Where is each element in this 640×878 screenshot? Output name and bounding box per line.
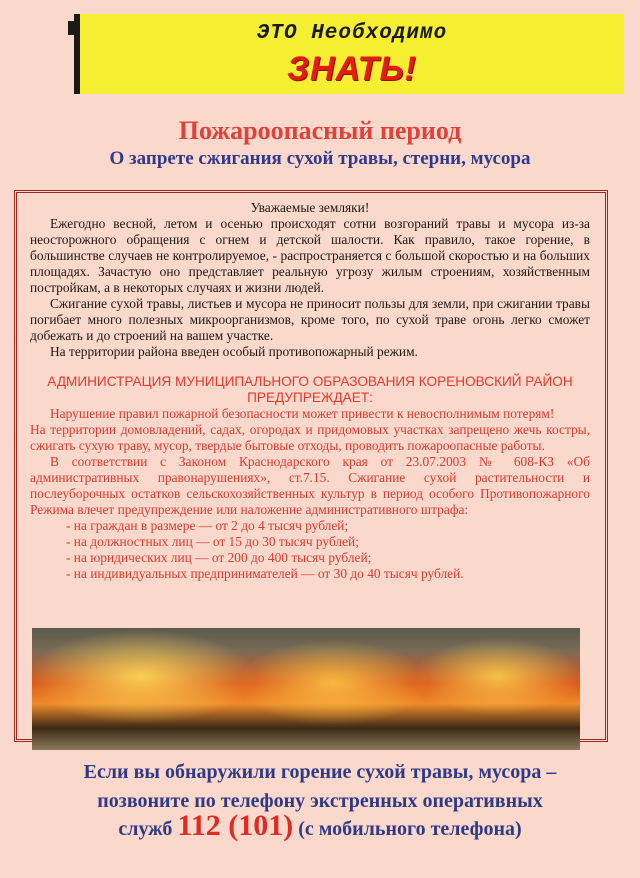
fine-item: - на индивидуальных предпринимателей — от 30 до 40 тысяч рублей. <box>66 566 464 581</box>
page-subtitle: О запрете сжигания сухой травы, стерни, мусора <box>109 148 531 169</box>
banner-line1: ЭТО Необходимо <box>256 22 448 45</box>
cta-line2: позвоните по телефону экстренных оперативных <box>97 790 543 812</box>
page-title: Пожароопасный период <box>178 116 462 145</box>
fine-item: - на должностных лиц — от 15 до 30 тысяч рублей; <box>66 534 359 549</box>
emergency-phone: 112 (101) <box>177 809 294 842</box>
cta-prefix: служб <box>118 818 178 840</box>
paragraph-3: На территории района введен особый противопожарный режим. <box>50 344 418 359</box>
paragraph-1: Ежегодно весной, летом и осенью происходят сотни возгораний травы и мусора из-за неосторожного обращения с огнем и детской шалости. Как правило, такое горение, в большинстве случаев не контролируемое, - распространяется с большой скоростью и на больших площадях. Зачастую оно представляет реальную угрозу жилым строениям, хозяйственным постройкам, а в некоторых случаях и жизни людей. <box>30 216 590 295</box>
cta-suffix: (с мобильного телефона) <box>293 818 522 840</box>
prohibition-text: На территории домовладений, садах, огородах и придомовых участках запрещено жечь костры, сжигать сухую траву, мусор, твердые бытовые отходы, проводить пожароопасные работы. <box>30 422 590 453</box>
fire-photo <box>32 628 580 750</box>
cta-line1: Если вы обнаружили горение сухой травы, мусора – <box>83 761 557 783</box>
notice-body <box>30 200 590 582</box>
header-banner <box>74 14 624 94</box>
paragraph-2: Сжигание сухой травы, листьев и мусора не приносит пользы для земли, при сжигании травы погибает много полезных микроорганизмов, кроме того, по сухой траве огонь легко сможет добежать и до строений на вашем участке. <box>30 296 590 343</box>
admin-heading: АДМИНИСТРАЦИЯ МУНИЦИПАЛЬНОГО ОБРАЗОВАНИЯ КОРЕНОВСКИЙ РАЙОН ПРЕДУПРЕЖДАЕТ: <box>47 374 573 405</box>
fine-item: - на граждан в размере — от 2 до 4 тысяч рублей; <box>66 518 349 533</box>
banner-line2: ЗНАТЬ! <box>287 50 417 88</box>
greeting: Уважаемые земляки! <box>250 200 370 215</box>
law-text: В соответствии с Законом Краснодарского края от 23.07.2003 № 608-КЗ «Об административных правонарушениях», ст.7.15. Сжигание сухой растительности и послеуборочных остатков сельскохозяйственных культур в период особого Противопожарного Режима влечет предупреждение или наложение административного штрафа: <box>30 454 590 517</box>
warning-text: Нарушение правил пожарной безопасности может привести к невосполнимым потерям! <box>50 406 555 421</box>
fines-list <box>30 518 590 582</box>
cta-line3 <box>0 809 640 843</box>
fine-item: - на юридических лиц — от 200 до 400 тысяч рублей; <box>66 550 372 565</box>
